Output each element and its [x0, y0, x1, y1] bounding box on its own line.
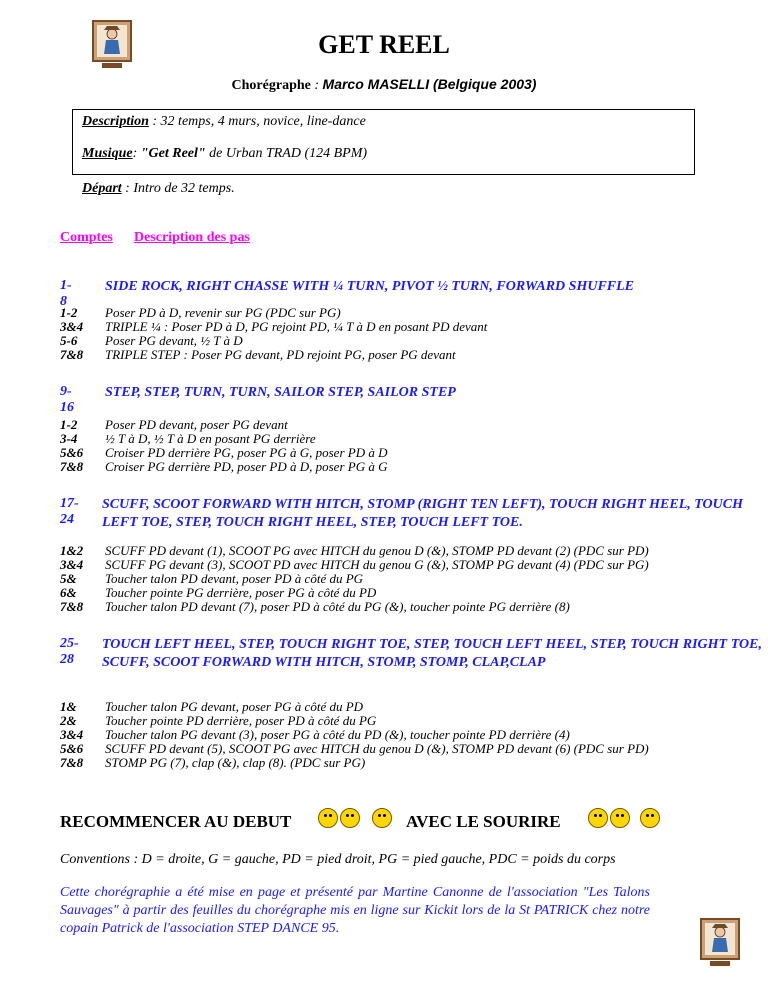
smiley-icon: [372, 808, 392, 828]
page-title: GET REEL: [318, 30, 450, 59]
smiley-icon: [340, 808, 360, 828]
restart-label: RECOMMENCER AU DEBUT: [60, 812, 292, 831]
choreographer-line: Chorégraphe : Marco MASELLI (Belgique 2003): [231, 76, 537, 93]
smile-label: AVEC LE SOURIRE: [406, 812, 561, 831]
smiley-icon: [610, 808, 630, 828]
header-description: Description des pas: [134, 230, 250, 245]
music-line: Musique: "Get Reel" de Urban TRAD (124 BPM): [82, 146, 368, 161]
smiley-icon: [588, 808, 608, 828]
choreographer-name: Marco MASELLI (Belgique 2003): [322, 76, 537, 92]
depart-line: Départ : Intro de 32 temps.: [82, 181, 235, 196]
club-logo-icon: [700, 918, 740, 968]
choreographer-label: Chorégraphe: [231, 78, 311, 93]
description-line: Description : 32 temps, 4 murs, novice, line-dance: [82, 114, 366, 129]
credit-note: Cette chorégraphie a été mise en page et présenté par Martine Canonne de l'association "Les Talons Sauvages" à partir des feuilles du chorégraphe mis en ligne sur Kickit lors de la St PATRICK chez notre copain Patrick de l'association STEP DANCE 95.: [60, 885, 650, 936]
header-counts: Comptes: [60, 230, 113, 245]
smiley-icon: [640, 808, 660, 828]
smiley-icon: [318, 808, 338, 828]
conventions: Conventions : D = droite, G = gauche, PD = pied droit, PG = pied gauche, PDC = poids du corps: [60, 852, 616, 867]
info-box: [72, 109, 695, 175]
